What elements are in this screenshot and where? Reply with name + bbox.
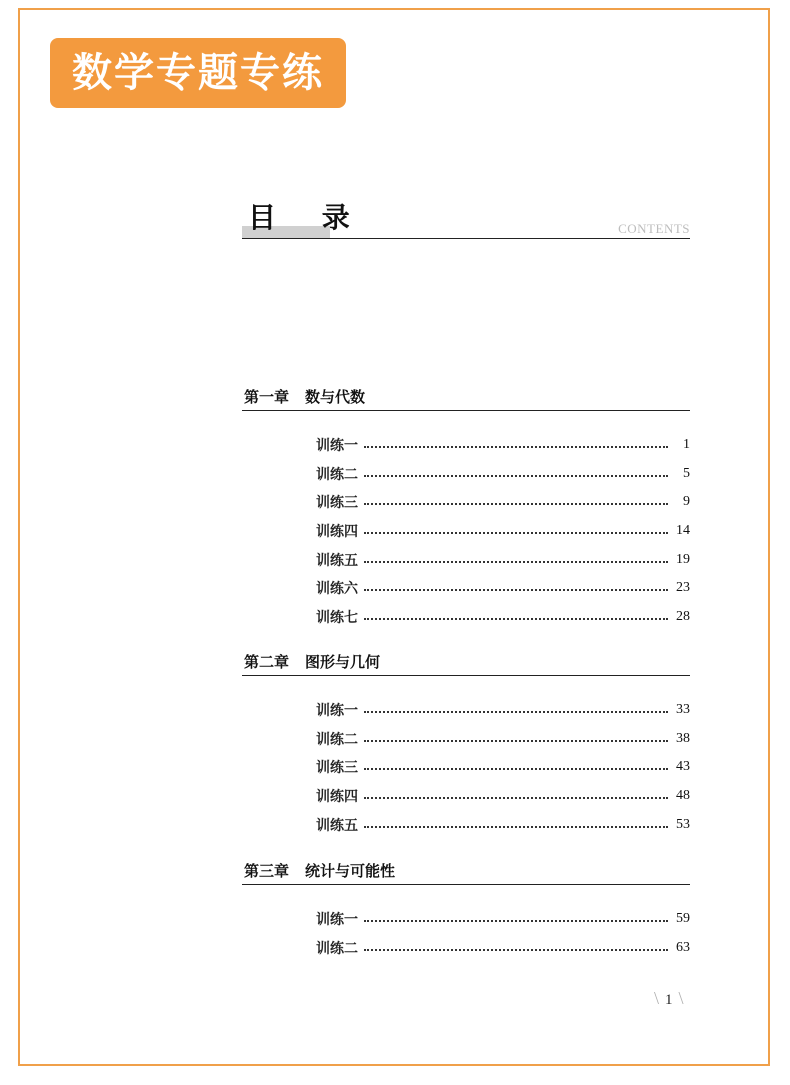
toc-entry[interactable] xyxy=(316,603,690,632)
series-banner: 数学专题专练 xyxy=(50,38,346,108)
entry-label: 训练六 xyxy=(316,581,358,598)
dot-leader xyxy=(364,826,668,828)
entry-label: 训练二 xyxy=(316,466,358,483)
entry-label: 训练四 xyxy=(316,524,358,541)
entry-page: 5 xyxy=(683,465,690,481)
dot-leader xyxy=(364,768,668,770)
toc-header xyxy=(242,200,690,239)
chapter-heading xyxy=(242,651,690,676)
entry-label: 训练二 xyxy=(316,940,358,957)
dot-leader xyxy=(364,503,668,505)
entry-label: 训练一 xyxy=(316,703,358,720)
chapter-entries xyxy=(242,905,690,962)
entry-label: 训练三 xyxy=(316,495,358,512)
entry-label: 训练四 xyxy=(316,789,358,806)
toc-entry[interactable] xyxy=(316,574,690,603)
dot-leader xyxy=(364,949,668,951)
toc-entry[interactable] xyxy=(316,782,690,811)
entry-page: 38 xyxy=(676,730,690,746)
entry-page: 23 xyxy=(676,580,690,596)
toc-entry[interactable] xyxy=(316,545,690,574)
toc-entry[interactable] xyxy=(316,696,690,725)
dot-leader xyxy=(364,618,668,620)
entry-label: 训练三 xyxy=(316,760,358,777)
entry-label: 训练一 xyxy=(316,912,358,929)
entry-page: 28 xyxy=(676,608,690,624)
page-number-value: 1 xyxy=(665,992,673,1008)
chapter-heading xyxy=(242,860,690,885)
toc-entry[interactable] xyxy=(316,753,690,782)
chapter-number: 第三章 xyxy=(244,862,290,880)
chapter-3 xyxy=(242,860,690,962)
entry-page: 59 xyxy=(676,911,690,927)
page-number-decoration: \ xyxy=(654,988,660,1008)
chapter-entries xyxy=(242,431,690,631)
chapter-number: 第二章 xyxy=(244,653,290,671)
toc-entry[interactable] xyxy=(316,905,690,934)
entry-page: 19 xyxy=(676,551,690,567)
chapter-title: 统计与可能性 xyxy=(305,862,396,880)
chapter-2 xyxy=(242,651,690,839)
dot-leader xyxy=(364,446,668,448)
toc-entry[interactable] xyxy=(316,460,690,489)
entry-page: 48 xyxy=(676,788,690,804)
entry-label: 训练二 xyxy=(316,731,358,748)
dot-leader xyxy=(364,711,668,713)
toc-entry[interactable] xyxy=(316,725,690,754)
dot-leader xyxy=(364,532,668,534)
entry-label: 训练七 xyxy=(316,609,358,626)
entry-page: 14 xyxy=(676,523,690,539)
entry-page: 1 xyxy=(683,437,690,453)
dot-leader xyxy=(364,561,668,563)
entry-label: 训练五 xyxy=(316,552,358,569)
toc-subtitle: CONTENTS xyxy=(618,221,690,236)
toc-entry[interactable] xyxy=(316,517,690,546)
chapter-number: 第一章 xyxy=(244,388,290,406)
chapter-title: 数与代数 xyxy=(305,388,366,406)
page-number-decoration: \ xyxy=(678,988,684,1008)
dot-leader xyxy=(364,740,668,742)
chapter-title: 图形与几何 xyxy=(305,653,381,671)
entry-page: 9 xyxy=(683,494,690,510)
chapter-heading xyxy=(242,386,690,411)
dot-leader xyxy=(364,797,668,799)
dot-leader xyxy=(364,475,668,477)
toc-entry[interactable] xyxy=(316,934,690,963)
toc-entry[interactable] xyxy=(316,810,690,839)
entry-page: 33 xyxy=(676,702,690,718)
entry-page: 53 xyxy=(676,816,690,832)
dot-leader xyxy=(364,920,668,922)
toc-entry[interactable] xyxy=(316,488,690,517)
toc-entry[interactable] xyxy=(316,431,690,460)
dot-leader xyxy=(364,589,668,591)
chapter-entries xyxy=(242,696,690,839)
entry-page: 63 xyxy=(676,939,690,955)
chapter-1 xyxy=(242,386,690,631)
entry-label: 训练五 xyxy=(316,817,358,834)
entry-page: 43 xyxy=(676,759,690,775)
entry-label: 训练一 xyxy=(316,438,358,455)
page-number xyxy=(648,988,690,1009)
toc-title: 目 录 xyxy=(248,201,368,234)
